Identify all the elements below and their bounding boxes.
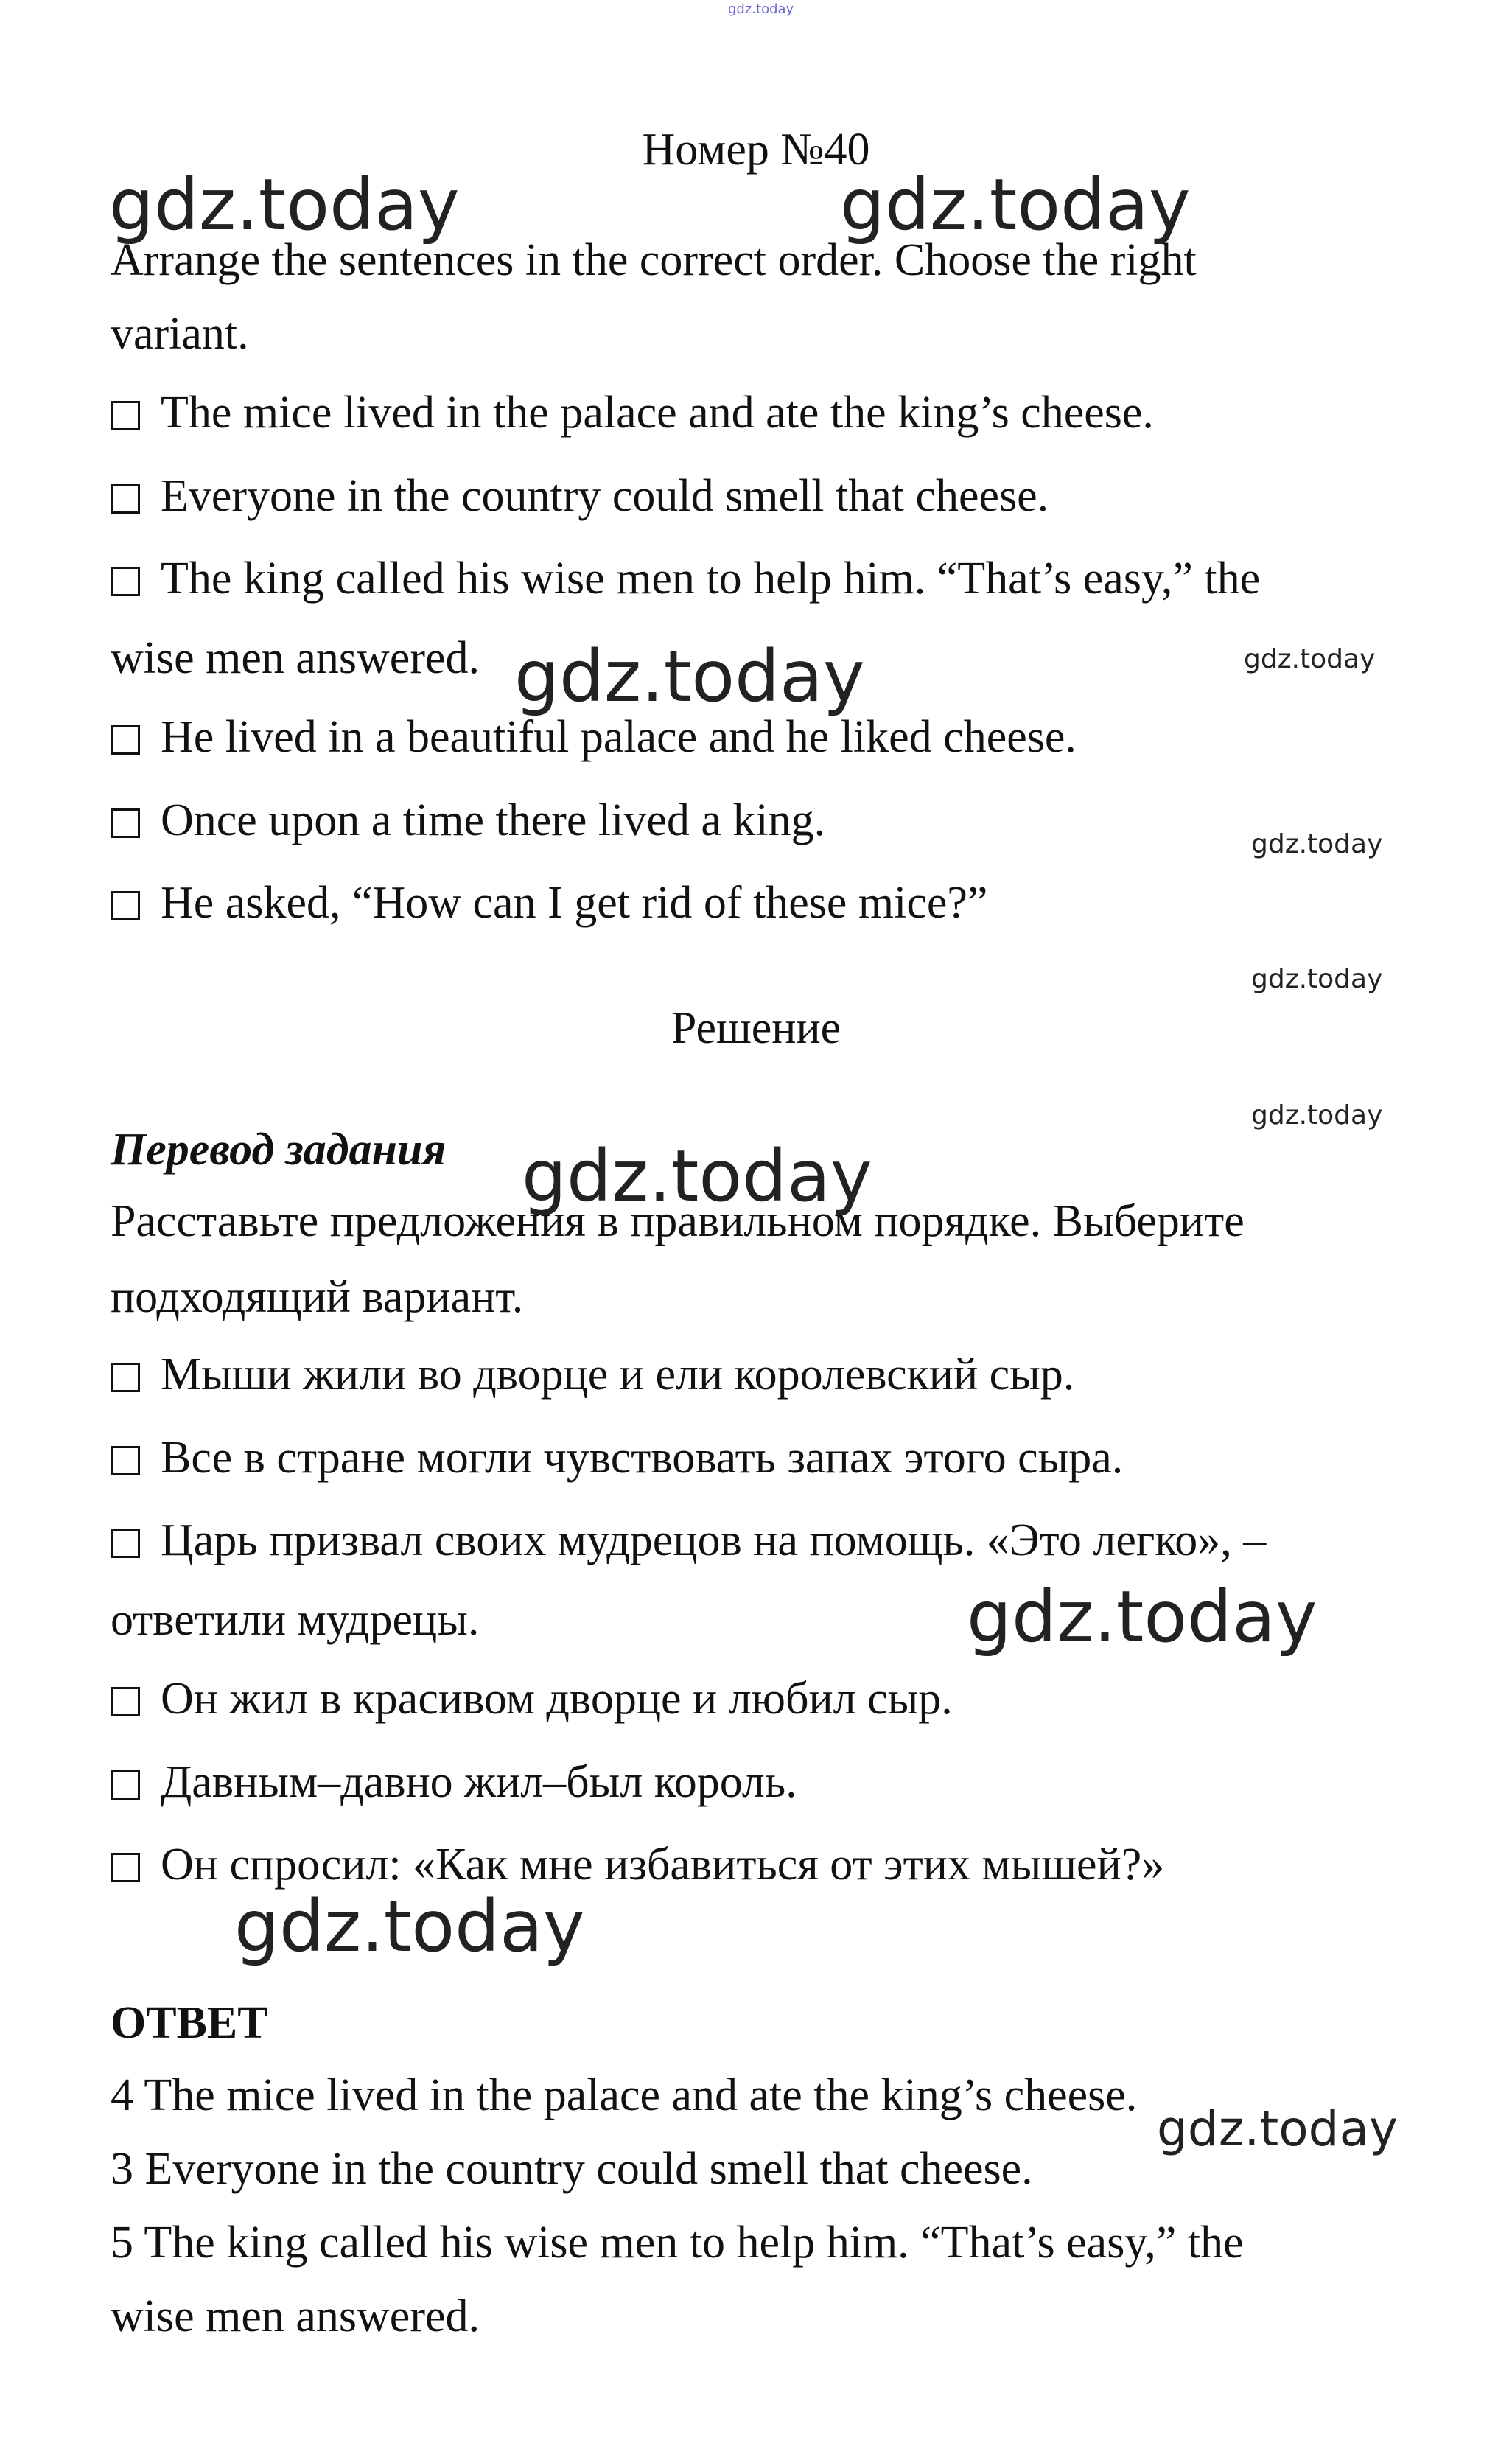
- checkbox-icon: [111, 1446, 140, 1475]
- task-item: [111, 711, 1077, 764]
- translation-item-text: Он жил в красивом дворце и любил сыр.: [161, 1674, 953, 1724]
- checkbox-icon: [111, 725, 140, 755]
- checkbox-icon: [111, 1770, 140, 1800]
- checkbox-icon: [111, 1687, 140, 1716]
- answer-line: 5 The king called his wise men to help him. “That’s easy,” the: [111, 2218, 1244, 2268]
- solution-heading: Решение: [671, 1003, 841, 1053]
- task-item: [111, 553, 1260, 605]
- task-item-text: Everyone in the country could smell that cheese.: [161, 471, 1049, 521]
- translation-heading: Перевод задания: [111, 1125, 447, 1175]
- checkbox-icon: [111, 567, 140, 596]
- instruction-line-2: variant.: [111, 309, 249, 359]
- task-item-text: The king called his wise men to help him. “That’s easy,” the: [161, 553, 1261, 604]
- watermark: gdz.today: [967, 1576, 1317, 1658]
- task-item-text: He lived in a beautiful palace and he liked cheese.: [161, 712, 1077, 762]
- translation-line-1: Расставьте предложения в правильном порядке. Выберите: [111, 1196, 1245, 1246]
- translation-item: [111, 1756, 797, 1809]
- translation-line-2: подходящий вариант.: [111, 1272, 524, 1322]
- checkbox-icon: [111, 484, 140, 514]
- translation-item: [111, 1349, 1074, 1401]
- checkbox-icon: [111, 1853, 140, 1882]
- checkbox-icon: [111, 1363, 140, 1392]
- watermark: gdz.today: [1251, 1100, 1383, 1131]
- translation-item: [111, 1673, 953, 1725]
- watermark: gdz.today: [840, 164, 1191, 246]
- watermark: gdz.today: [1251, 964, 1383, 994]
- watermark: gdz.today: [522, 1135, 872, 1217]
- watermark: gdz.today: [1244, 644, 1376, 674]
- checkbox-icon: [111, 1529, 140, 1558]
- translation-item: [111, 1515, 1266, 1567]
- translation-item-continuation: ответили мудрецы.: [111, 1595, 480, 1645]
- translation-item-text: Все в стране могли чувствовать запах этого сыра.: [161, 1433, 1124, 1483]
- watermark: gdz.today: [1251, 829, 1383, 859]
- answer-line: 3 Everyone in the country could smell that cheese.: [111, 2144, 1033, 2194]
- watermark: gdz.today: [109, 164, 460, 246]
- translation-item: [111, 1839, 1164, 1891]
- watermark: gdz.today: [514, 635, 865, 718]
- task-item-text: Once upon a time there lived a king.: [161, 795, 826, 845]
- watermark: gdz.today: [234, 1885, 585, 1968]
- translation-item-text: Мыши жили во дворце и ели королевский сыр.: [161, 1349, 1075, 1400]
- task-item-text: The mice lived in the palace and ate the king’s cheese.: [161, 388, 1154, 438]
- translation-item: [111, 1432, 1123, 1484]
- top-watermark: gdz.today: [728, 1, 794, 17]
- task-item-text: He asked, “How can I get rid of these mice?”: [161, 878, 988, 928]
- checkbox-icon: [111, 401, 140, 430]
- translation-item-text: Он спросил: «Как мне избавиться от этих мышей?»: [161, 1840, 1165, 1890]
- checkbox-icon: [111, 891, 140, 920]
- task-item-continuation: wise men answered.: [111, 633, 480, 683]
- translation-item-text: Давным–давно жил–был король.: [161, 1757, 797, 1807]
- task-item: [111, 387, 1154, 439]
- task-item: [111, 470, 1049, 523]
- task-item: [111, 877, 987, 929]
- watermark: gdz.today: [1157, 2100, 1399, 2157]
- instruction-line-1: Arrange the sentences in the correct order. Choose the right: [111, 235, 1197, 285]
- page-title: Номер №40: [642, 125, 870, 175]
- checkbox-icon: [111, 808, 140, 838]
- answer-line: wise men answered.: [111, 2291, 480, 2341]
- answer-heading: ОТВЕТ: [111, 1998, 268, 2048]
- translation-item-text: Царь призвал своих мудрецов на помощь. «Это легко», –: [161, 1515, 1267, 1565]
- task-item: [111, 794, 825, 847]
- answer-line: 4 The mice lived in the palace and ate the king’s cheese.: [111, 2070, 1138, 2120]
